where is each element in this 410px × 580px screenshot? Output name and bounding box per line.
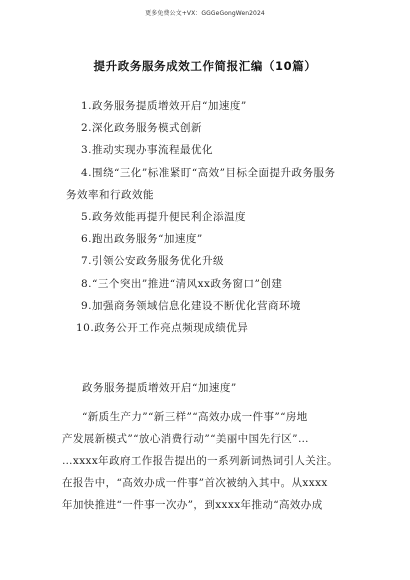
paragraph-line: …xxxx年政府工作报告提出的一系列新词热词引人关注。: [62, 455, 338, 467]
toc-item-label: 2.深化政务服务模式创新: [81, 122, 203, 135]
toc-item-3: [0, 139, 410, 161]
toc-item-5: [0, 206, 410, 228]
table-of-contents: [0, 95, 410, 339]
toc-item-label: 9.加强商务领域信息化建设不断优化营商环境: [81, 299, 302, 312]
paragraph-line: “新质生产力”“新三样”“高效办成一件事”“房地: [82, 411, 308, 423]
toc-item-label: 1.政务服务提质增效开启“加速度”: [81, 100, 247, 112]
toc-item-label: 3.推动实现办事流程最优化: [81, 144, 214, 157]
toc-item-10: [0, 317, 410, 339]
toc-item-label: 6.跑出政务服务“加速度”: [81, 233, 203, 246]
toc-item-8: [0, 273, 410, 295]
toc-item-6: [0, 228, 410, 250]
toc-item-7: [0, 250, 410, 272]
paragraph-line: 在报告中，“高效办成一件事”首次被纳入其中。从xxxx: [62, 477, 328, 489]
paragraph-line: 年加快推进“一件事一次办”，到xxxx年推动“高效办成: [62, 499, 323, 511]
document-title: 提升政务服务成效工作简报汇编（10篇）: [93, 59, 317, 73]
watermark-text: 更多免费公文+VX：GGGeGongWen2024: [145, 10, 265, 17]
section-heading: 政务服务提质增效开启“加速度”: [82, 382, 237, 394]
toc-item-label: 5.政务效能再提升便民利企添温度: [81, 211, 247, 224]
article-section: [62, 378, 362, 516]
toc-item-1: [0, 95, 410, 117]
toc-item-label-continued: 务效率和行政效能: [66, 188, 154, 201]
toc-item-2: [0, 117, 410, 139]
toc-item-label: 10.政务公开工作亮点频现成绩优异: [76, 322, 249, 335]
toc-item-9: [0, 295, 410, 317]
toc-item-label: 4.围绕“三化”标准紧盯“高效”目标全面提升政务服务: [81, 166, 336, 179]
toc-item-4: [0, 162, 410, 206]
toc-item-label: 7.引领公安政务服务优化升级: [81, 255, 225, 268]
paragraph-line: 产发展新模式”“放心消费行动”“美丽中国先行区”…: [62, 433, 309, 445]
toc-item-label: 8.“三个突出”推进“清风xx政务窗口”创建: [81, 277, 283, 290]
